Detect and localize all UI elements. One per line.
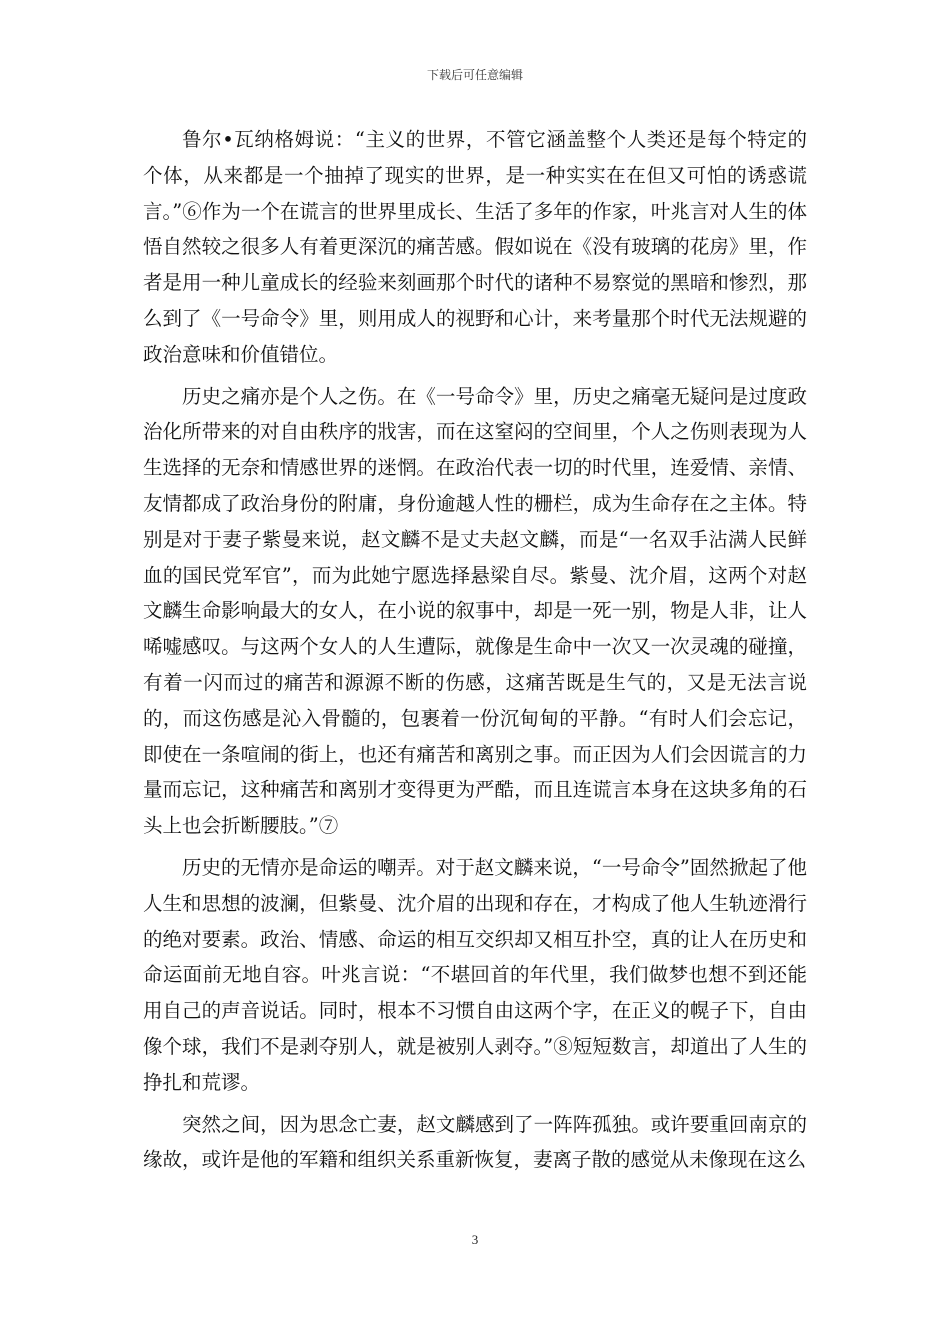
- page-header: 下载后可任意编辑: [426, 68, 523, 82]
- paragraph-3: 历史的无情亦是命运的嘲弄。对于赵文麟来说，“一号命令”固然掀起了他人生和思想的波澜，但紫曼、沈介眉的出现和存在，才构成了他人生轨迹滑行的绝对要素。政治、情感、命运的相互交织却又相互扑空，真的让人在历史和命运面前无地自容。叶兆言说：“不堪回首的年代里，我们做梦也想不到还能用自己的声音说话。同时，根本不习惯自由这两个字，在正义的幌子下，自由像个球，我们不是剥夺别人，就是被别人剥夺。”⑧短短数言，却道出了人生的挣扎和荒谬。: [143, 855, 807, 1094]
- paragraph-1: 鲁尔•瓦纳格姆说：“主义的世界，不管它涵盖整个人类还是每个特定的个体，从来都是一个抽掉了现实的世界，是一种实实在在但又可怕的诱惑谎言。”⑥作为一个在谎言的世界里成长、生活了多年的作家，叶兆言对人生的体悟自然较之很多人有着更深沉的痛苦感。假如说在《没有玻璃的花房》里，作者是用一种儿童成长的经验来刻画那个时代的诸种不易察觉的黑暗和惨烈，那么到了《一号命令》里，则用成人的视野和心计，来考量那个时代无法规避的政治意味和价值错位。: [143, 128, 807, 366]
- paragraph-2: 历史之痛亦是个人之伤。在《一号命令》里，历史之痛毫无疑问是过度政治化所带来的对自由秩序的戕害，而在这窒闷的空间里，个人之伤则表现为人生选择的无奈和情感世界的迷惘。在政治代表一切的时代里，连爱情、亲情、友情都成了政治身份的附庸，身份逾越人性的栅栏，成为生命存在之主体。特别是对于妻子紫曼来说，赵文麟不是丈夫赵文麟，而是“一名双手沾满人民鲜血的国民党军官”，而为此她宁愿选择悬梁自尽。紫曼、沈介眉，这两个对赵文麟生命影响最大的女人，在小说的叙事中，却是一死一别，物是人非，让人唏嘘感叹。与这两个女人的人生遭际，就像是生命中一次又一次灵魂的碰撞，有着一闪而过的痛苦和源源不断的伤感，这痛苦既是生气的，又是无法言说的，而这伤感是沁入骨髓的，包裹着一份沉甸甸的平静。“有时人们会忘记，即使在一条喧闹的街上，也还有痛苦和离别之事。而正因为人们会因谎言的力量而忘记，这种痛苦和离别才变得更为严酷，而且连谎言本身在这块多角的石头上也会折断腰肢。”⑦: [143, 384, 807, 838]
- document-body: [143, 122, 807, 1178]
- page-number: 3: [471, 1232, 479, 1247]
- paragraph-4: 突然之间，因为思念亡妻，赵文麟感到了一阵阵孤独。或许要重回南京的缘故，或许是他的军籍和组织关系重新恢复，妻离子散的感觉从未像现在这么: [143, 1112, 807, 1172]
